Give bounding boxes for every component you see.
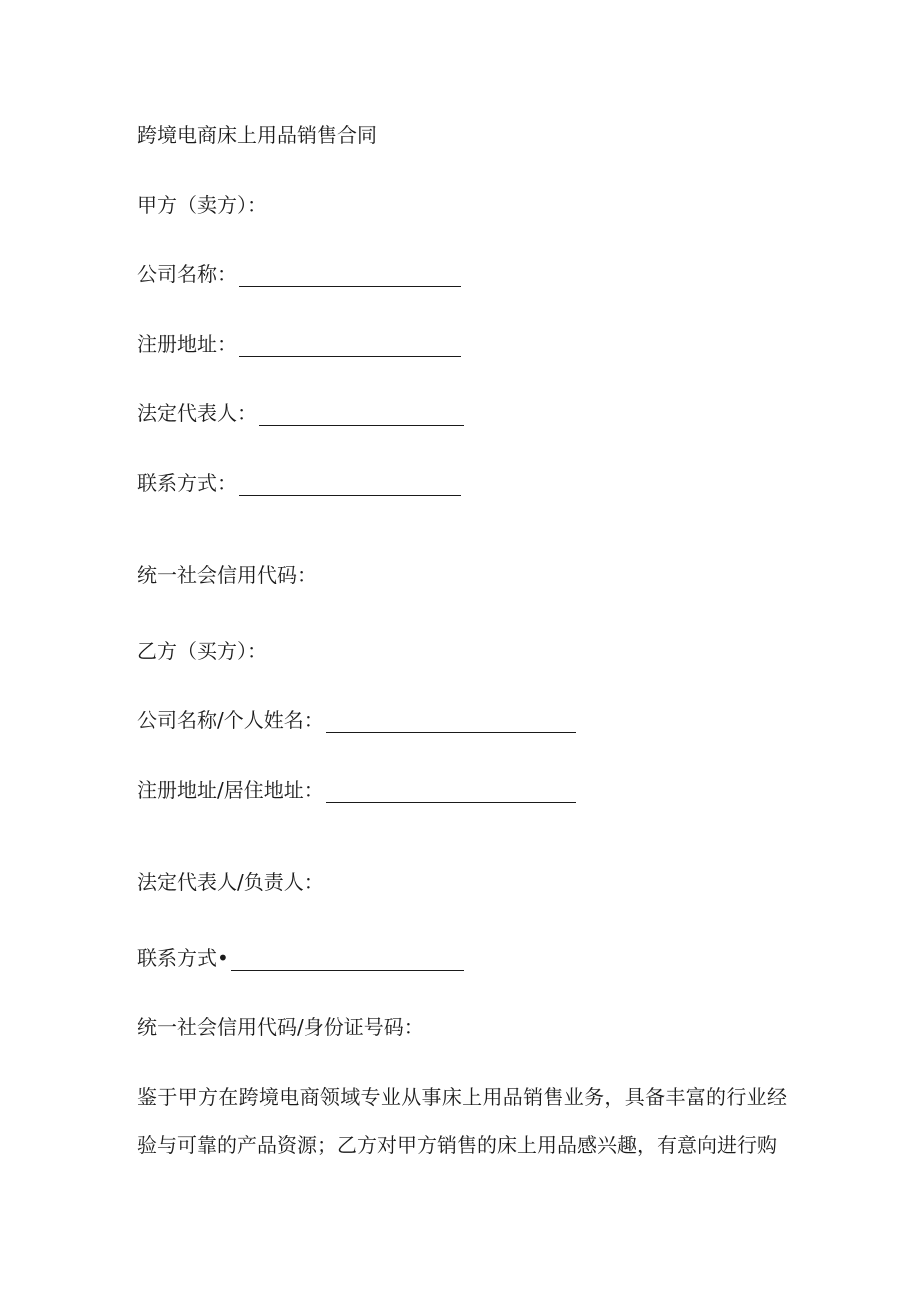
recital-paragraph: 鉴于甲方在跨境电商领域专业从事床上用品销售业务，具备丰富的行业经验与可靠的产品资源；乙方对甲方销售的床上用品感兴趣，有意向进行购	[137, 1085, 787, 1157]
party-b-address-field[interactable]	[326, 782, 576, 803]
party-b-contact-row: 联系方式•	[137, 945, 464, 971]
party-a-legal-rep-row: 法定代表人：	[137, 400, 464, 426]
contract-title: 跨境电商床上用品销售合同	[137, 123, 377, 147]
party-a-contact-field[interactable]	[239, 475, 461, 496]
party-a-heading: 甲方（卖方）：	[137, 193, 267, 217]
party-b-contact-field[interactable]	[231, 950, 464, 971]
party-a-contact-row: 联系方式：	[137, 470, 461, 496]
party-a-company-name-row: 公司名称：	[137, 261, 461, 287]
party-b-name-field[interactable]	[326, 712, 576, 733]
party-a-legal-rep-field[interactable]	[259, 405, 464, 426]
party-a-address-field[interactable]	[239, 336, 461, 357]
party-a-credit-code-row: 统一社会信用代码：	[137, 563, 317, 587]
party-a-address-row: 注册地址：	[137, 331, 461, 357]
party-b-name-row: 公司名称/个人姓名：	[137, 707, 576, 733]
party-b-legal-rep-row: 法定代表人/负责人：	[137, 870, 324, 894]
party-b-address-row: 注册地址/居住地址：	[137, 777, 576, 803]
party-a-company-name-field[interactable]	[239, 266, 461, 287]
party-b-heading: 乙方（买方）：	[137, 639, 267, 663]
party-b-id-row: 统一社会信用代码/身份证号码：	[137, 1015, 424, 1039]
